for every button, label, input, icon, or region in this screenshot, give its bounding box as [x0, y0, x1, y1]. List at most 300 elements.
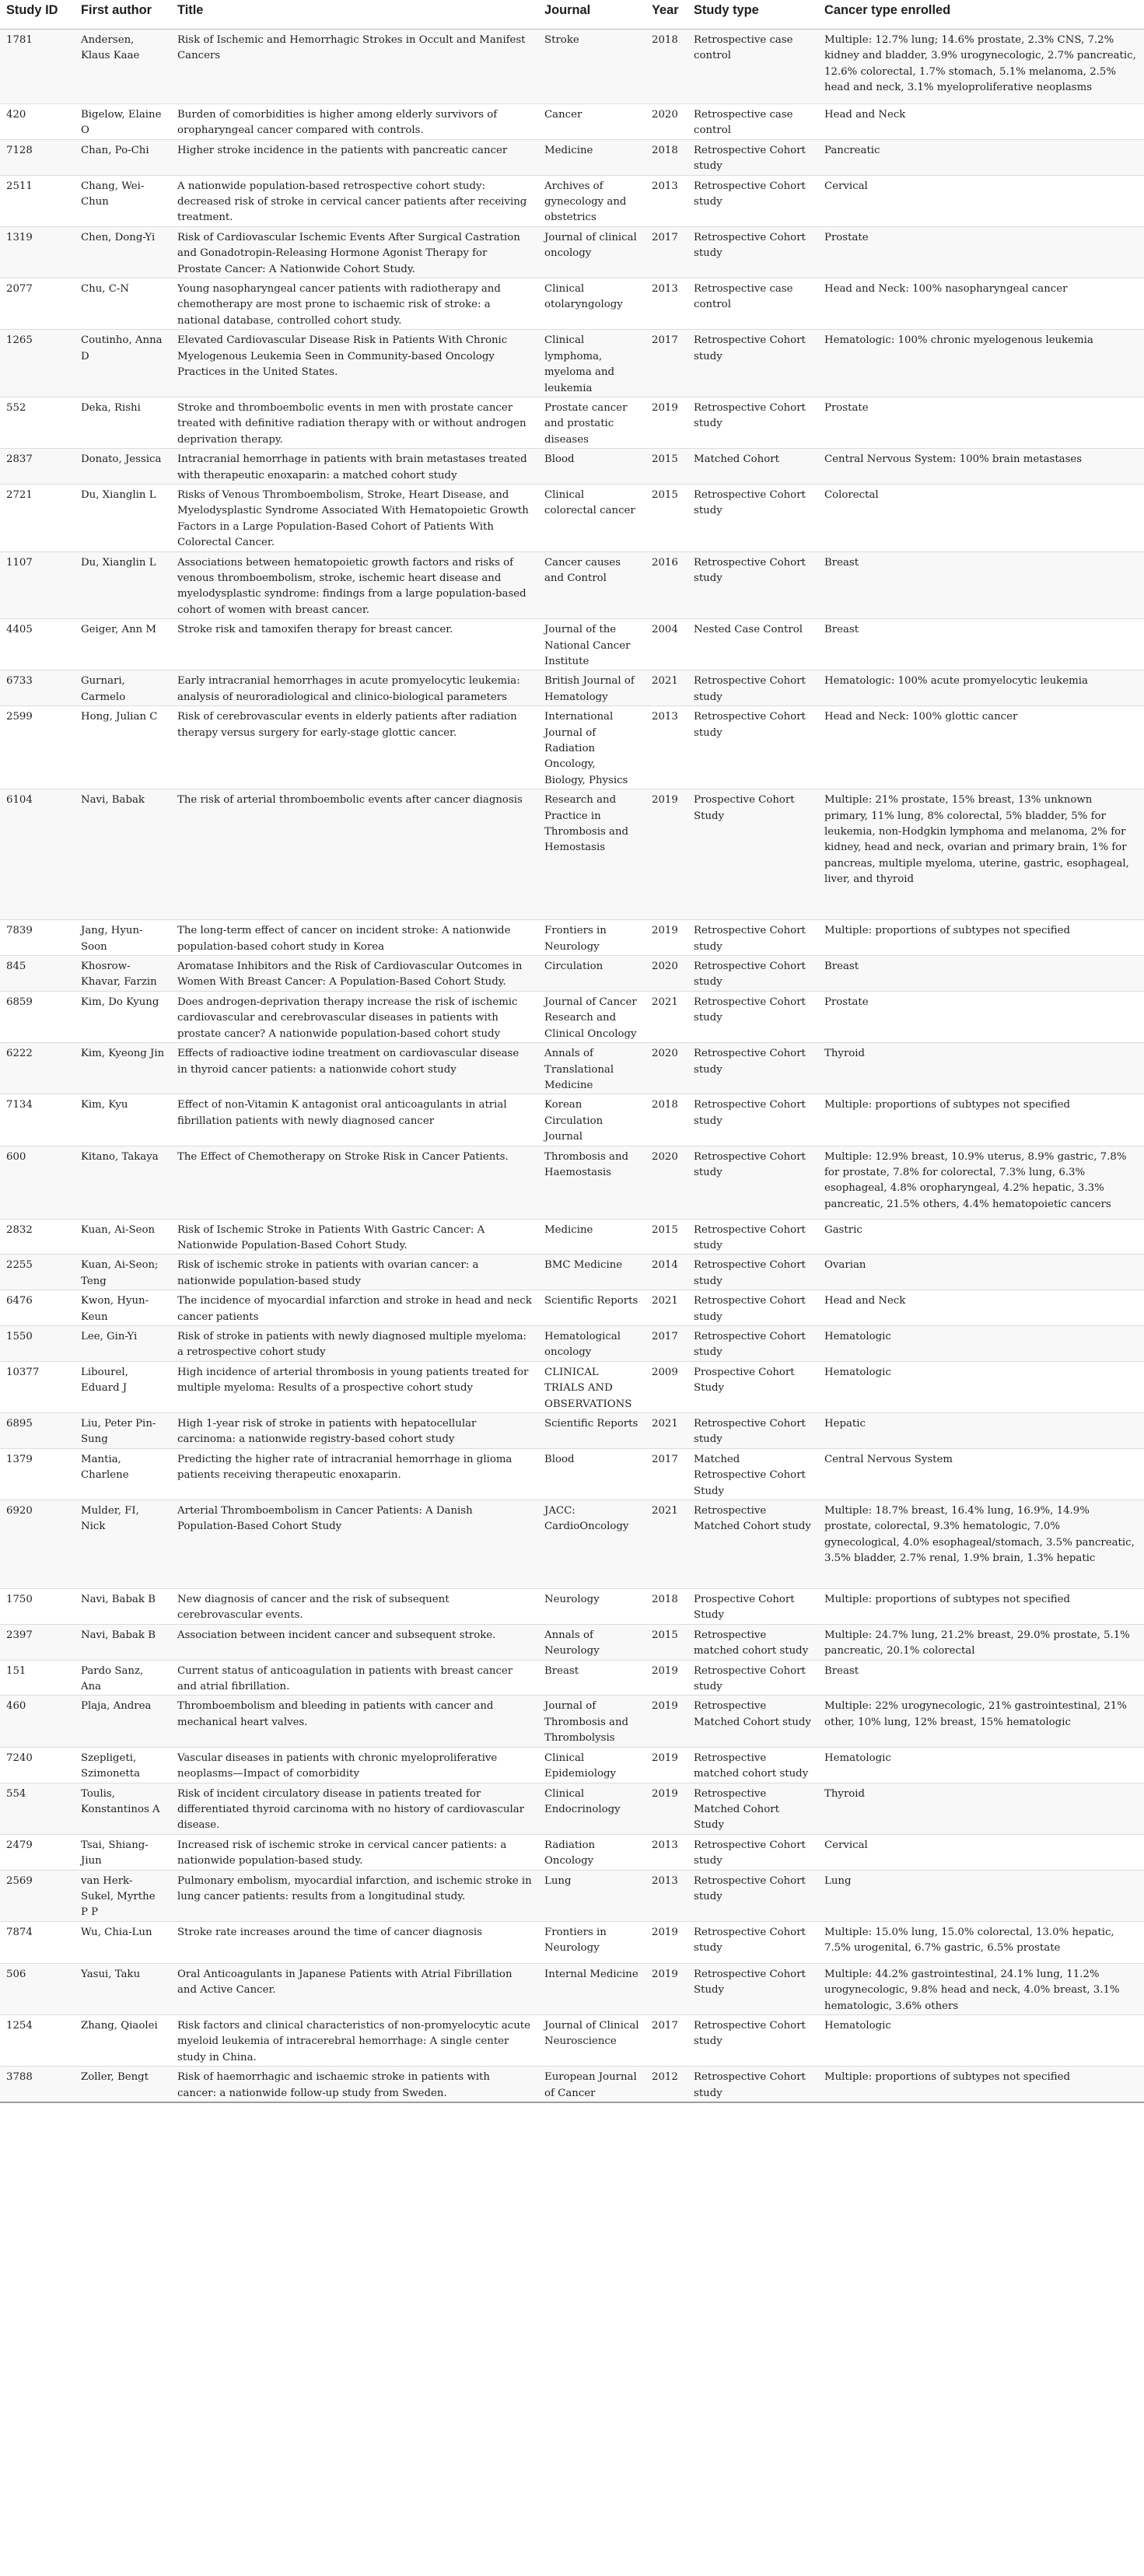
journal-cell: Frontiers in Neurology — [544, 925, 607, 953]
table-row — [0, 1660, 1144, 1696]
table-row — [0, 1361, 1144, 1412]
year-cell: 2017 — [645, 226, 687, 278]
first-author-cell: Kuan, Ai-Seon; Teng — [75, 1255, 171, 1290]
cancer-type-cell: Multiple: proportions of subtypes not specified — [818, 2067, 1144, 2102]
study-id-cell: 1550 — [0, 1325, 75, 1361]
study-type-cell: Retrospective Cohort study — [687, 1325, 818, 1361]
study-id-cell: 4405 — [6, 624, 33, 636]
study-type-cell: Retrospective Cohort study — [694, 488, 806, 517]
study-id-cell: 6476 — [6, 1295, 33, 1307]
journal-cell: Journal of Cancer Research and Clinical Oncology — [544, 996, 637, 1040]
year-cell: 2015 — [645, 1624, 687, 1660]
first-author-cell: Navi, Babak B — [81, 1594, 156, 1606]
table-row — [0, 706, 1144, 789]
study-id-cell: 1781 — [0, 30, 75, 104]
journal-cell: Clinical Endocrinology — [538, 1783, 645, 1834]
year-cell: 2017 — [652, 1453, 678, 1465]
title-cell: Risk of Ischemic Stroke in Patients With Gastric Cancer: A Nationwide Population-Based Cohort Study. — [177, 1223, 485, 1251]
first-author-cell: Mulder, FI, Nick — [75, 1500, 171, 1589]
study-type-cell: Retrospective Cohort study — [687, 2067, 818, 2102]
journal-cell: Radiation Oncology — [544, 1839, 596, 1867]
title-cell: Stroke risk and tamoxifen therapy for breast cancer. — [177, 624, 453, 636]
title-cell: Arterial Thromboembolism in Cancer Patients: A Danish Population-Based Cohort Study — [171, 1500, 538, 1589]
cancer-type-cell: Hematologic — [824, 2019, 891, 2032]
cancer-type-cell: Breast — [824, 624, 859, 636]
title-cell: Risk of Ischemic and Hemorrhagic Strokes in Occult and Manifest Cancers — [171, 30, 538, 104]
table-row — [0, 789, 1144, 920]
journal-cell: Cancer causes and Control — [538, 551, 645, 619]
year-cell: 2017 — [652, 2019, 678, 2032]
cancer-type-cell: Multiple: 44.2% gastrointestinal, 24.1% lung, 11.2% urogynecologic, 9.8% head and neck, 4.0% breast, 3.1% hematologic, 3.6% others — [818, 1963, 1144, 2014]
title-cell: Risk of stroke in patients with newly diagnosed multiple myeloma: a retrospective cohort study — [171, 1325, 538, 1361]
study-type-cell: Retrospective Cohort study — [694, 1223, 806, 1251]
year-cell: 2004 — [652, 624, 678, 636]
study-type-cell: Retrospective Matched Cohort Study — [687, 1783, 818, 1834]
table-row — [0, 175, 1144, 226]
year-cell: 2019 — [645, 1783, 687, 1834]
header-study-id: Study ID — [0, 0, 75, 30]
journal-cell: Blood — [538, 449, 645, 485]
first-author-cell: Plaja, Andrea — [75, 1696, 171, 1747]
first-author-cell: Gurnari, Carmelo — [75, 670, 171, 706]
journal-cell: Stroke — [538, 30, 645, 104]
first-author-cell: Zhang, Qiaolei — [81, 2019, 158, 2032]
title-cell: Risk of ischemic stroke in patients with ovarian cancer: a nationwide population-based study — [171, 1255, 538, 1290]
cancer-type-cell: Multiple: 22% urogynecologic, 21% gastrointestinal, 21% other, 10% lung, 12% breast, 15% hematologic — [818, 1696, 1144, 1747]
first-author-cell: Kuan, Ai-Seon — [81, 1223, 156, 1236]
title-cell: High 1-year risk of stroke in patients with hepatocellular carcinoma: a nationwide registry-based cohort study — [171, 1413, 538, 1449]
cancer-type-cell: Head and Neck: 100% glottic cancer — [824, 711, 1018, 723]
year-cell: 2013 — [652, 1839, 678, 1851]
cancer-type-cell: Prostate — [818, 226, 1144, 278]
journal-cell: CLINICAL TRIALS AND OBSERVATIONS — [544, 1366, 632, 1410]
study-id-cell: 2397 — [0, 1624, 75, 1660]
first-author-cell: Andersen, Klaus Kaae — [75, 30, 171, 104]
journal-cell: European Journal of Cancer — [538, 2067, 645, 2102]
year-cell: 2020 — [645, 956, 687, 992]
table-row — [0, 2067, 1144, 2102]
study-id-cell: 7839 — [6, 925, 33, 937]
first-author-cell: Kim, Kyu — [81, 1099, 128, 1111]
study-type-cell: Retrospective Cohort study — [694, 180, 806, 208]
first-author-cell: Navi, Babak — [75, 789, 171, 920]
study-id-cell: 420 — [6, 109, 26, 121]
table-row — [0, 2014, 1144, 2066]
year-cell: 2016 — [645, 551, 687, 619]
journal-cell: Blood — [544, 1453, 575, 1465]
study-type-cell: Matched Retrospective Cohort Study — [694, 1453, 806, 1497]
study-id-cell: 554 — [0, 1783, 75, 1834]
year-cell: 2012 — [645, 2067, 687, 2102]
study-type-cell: Retrospective Cohort study — [694, 2019, 806, 2048]
title-cell: Current status of anticoagulation in patients with breast cancer and atrial fibrillation. — [177, 1664, 513, 1693]
year-cell: 2019 — [645, 1696, 687, 1747]
year-cell: 2020 — [652, 109, 678, 121]
journal-cell: Korean Circulation Journal — [544, 1099, 603, 1143]
study-id-cell: 506 — [0, 1963, 75, 2014]
study-id-cell: 552 — [6, 401, 26, 414]
table-row — [0, 1747, 1144, 1783]
journal-cell: Medicine — [544, 1223, 593, 1236]
cancer-type-cell: Cervical — [824, 180, 868, 192]
journal-cell: Hematological oncology — [538, 1325, 645, 1361]
first-author-cell: Hong, Julian C — [81, 711, 158, 723]
cancer-type-cell: Multiple: proportions of subtypes not specified — [824, 1594, 1070, 1606]
first-author-cell: Toulis, Konstantinos A — [75, 1783, 171, 1834]
study-id-cell: 1107 — [0, 551, 75, 619]
table-row — [0, 278, 1144, 330]
first-author-cell: Khosrow-Khavar, Farzin — [75, 956, 171, 992]
table-row — [0, 1589, 1144, 1625]
table-row — [0, 104, 1144, 140]
title-cell: Higher stroke incidence in the patients with pancreatic cancer — [171, 139, 538, 175]
first-author-cell: Navi, Babak B — [75, 1624, 171, 1660]
cancer-type-cell: Hematologic — [824, 1752, 891, 1764]
year-cell: 2013 — [652, 180, 678, 192]
year-cell: 2013 — [645, 1870, 687, 1921]
title-cell: The risk of arterial thromboembolic events after cancer diagnosis — [171, 789, 538, 920]
first-author-cell: Mantia, Charlene — [81, 1453, 129, 1482]
year-cell: 2019 — [652, 1752, 678, 1764]
table-row — [0, 1921, 1144, 1963]
title-cell: Effects of radioactive iodine treatment on cardiovascular disease in thyroid cancer patients: a nationwide cohort study — [171, 1043, 538, 1094]
cancer-type-cell: Head and Neck — [824, 1295, 906, 1307]
journal-cell: Scientific Reports — [538, 1413, 645, 1449]
table-row — [0, 1325, 1144, 1361]
cancer-type-cell: Hematologic: 100% acute promyelocytic leukemia — [818, 670, 1144, 706]
study-type-cell: Retrospective Cohort study — [694, 1664, 806, 1693]
cancer-type-cell: Multiple: 12.9% breast, 10.9% uterus, 8.9% gastric, 7.8% for prostate, 7.8% for colorectal, 7.3% lung, 6.3% esophageal, 4.8% oropharyngeal, 4.2% hepatic, 3.3% pancreatic, 21.5% others, 4.4% hematopoietic cancers — [818, 1146, 1144, 1219]
year-cell: 2020 — [645, 1146, 687, 1219]
table-row — [0, 920, 1144, 956]
study-id-cell: 1265 — [0, 330, 75, 397]
study-type-cell: Retrospective Matched Cohort study — [687, 1500, 818, 1589]
table-row — [0, 330, 1144, 397]
study-id-cell: 7874 — [6, 1926, 33, 1938]
year-cell: 2019 — [645, 789, 687, 920]
first-author-cell: Deka, Rishi — [81, 401, 141, 414]
table-row — [0, 1696, 1144, 1747]
year-cell: 2021 — [652, 996, 678, 1008]
cancer-type-cell: Prostate — [824, 996, 869, 1008]
table-row — [0, 1219, 1144, 1255]
study-type-cell: Retrospective Cohort study — [694, 996, 806, 1024]
first-author-cell: Chang, Wei-Chun — [81, 180, 145, 208]
cancer-type-cell: Gastric — [824, 1223, 862, 1236]
study-type-cell: Prospective Cohort Study — [687, 789, 818, 920]
cancer-type-cell: Prostate — [824, 401, 869, 414]
study-id-cell: 1319 — [0, 226, 75, 278]
first-author-cell: Wu, Chia-Lun — [81, 1926, 152, 1938]
study-type-cell: Matched Cohort — [687, 449, 818, 485]
first-author-cell: Coutinho, Anna D — [75, 330, 171, 397]
cancer-type-cell: Lung — [818, 1870, 1144, 1921]
year-cell: 2018 — [645, 139, 687, 175]
first-author-cell: Donato, Jessica — [75, 449, 171, 485]
first-author-cell: Pardo Sanz, Ana — [81, 1664, 144, 1693]
first-author-cell: Kim, Do Kyung — [81, 996, 159, 1008]
cancer-type-cell: Multiple: 15.0% lung, 15.0% colorectal, 13.0% hepatic, 7.5% urogenital, 6.7% gastric, 6.5% prostate — [824, 1926, 1114, 1955]
study-type-cell: Retrospective Cohort study — [687, 1043, 818, 1094]
journal-cell: BMC Medicine — [538, 1255, 645, 1290]
year-cell: 2021 — [645, 1413, 687, 1449]
title-cell: A nationwide population-based retrospective cohort study: decreased risk of stroke in cervical cancer patients after receiving treatment. — [177, 180, 527, 224]
study-id-cell: 10377 — [6, 1366, 40, 1378]
first-author-cell: Tsai, Shiang-Jiun — [81, 1839, 149, 1867]
table-row — [0, 1043, 1144, 1094]
cancer-type-cell: Hematologic — [818, 1325, 1144, 1361]
study-id-cell: 2837 — [0, 449, 75, 485]
first-author-cell: van Herk-Sukel, Myrthe P P — [75, 1870, 171, 1921]
title-cell: Risk factors and clinical characteristics of non-promyelocytic acute myeloid leukemia of intracerebral hemorrhage: A single center study in China. — [177, 2019, 530, 2063]
year-cell: 2009 — [652, 1366, 678, 1378]
title-cell: Risk of haemorrhagic and ischaemic stroke in patients with cancer: a nationwide follow-up study from Sweden. — [171, 2067, 538, 2102]
journal-cell: Circulation — [538, 956, 645, 992]
journal-cell: Cancer — [544, 109, 582, 121]
table-row — [0, 1500, 1144, 1589]
first-author-cell: Szepligeti, Szimonetta — [81, 1752, 141, 1780]
table-body — [0, 30, 1144, 2103]
table-row — [0, 1290, 1144, 1326]
header-year: Year — [645, 0, 687, 30]
journal-cell: JACC: CardioOncology — [538, 1500, 645, 1589]
table-row — [0, 551, 1144, 619]
study-id-cell: 7240 — [6, 1752, 33, 1764]
journal-cell: Clinical Epidemiology — [544, 1752, 617, 1780]
year-cell: 2017 — [645, 330, 687, 397]
study-id-cell: 2077 — [6, 283, 33, 296]
year-cell: 2021 — [645, 670, 687, 706]
cancer-type-cell: Multiple: 18.7% breast, 16.4% lung, 16.9%, 14.9% prostate, colorectal, 9.3% hematologic, 7.0% gynecological, 4.0% esophageal/stomach, 3.5% pancreatic, 3.5% bladder, 2.7% renal, 1.9% brain, 1.3% hepatic — [818, 1500, 1144, 1589]
year-cell: 2021 — [645, 1500, 687, 1589]
title-cell: Burden of comorbidities is higher among elderly survivors of oropharyngeal cancer compared with controls. — [177, 109, 498, 137]
cancer-type-cell: Pancreatic — [818, 139, 1144, 175]
first-author-cell: Libourel, Eduard J — [81, 1366, 128, 1395]
study-type-cell: Retrospective Cohort study — [687, 551, 818, 619]
year-cell: 2019 — [652, 925, 678, 937]
study-id-cell: 1254 — [6, 2019, 33, 2032]
first-author-cell: Liu, Peter Pin-Sung — [75, 1413, 171, 1449]
header-study-type: Study type — [687, 0, 818, 30]
study-type-cell: Retrospective Matched Cohort study — [687, 1696, 818, 1747]
journal-cell: Lung — [538, 1870, 645, 1921]
year-cell: 2021 — [652, 1295, 678, 1307]
title-cell: Vascular diseases in patients with chronic myeloproliferative neoplasms—Impact of comorbidity — [177, 1752, 498, 1780]
table-row — [0, 1255, 1144, 1290]
journal-cell: Annals of Neurology — [538, 1624, 645, 1660]
table-row — [0, 1963, 1144, 2014]
study-id-cell: 6222 — [0, 1043, 75, 1094]
study-type-cell: Retrospective case control — [694, 109, 793, 137]
header-title: Title — [171, 0, 538, 30]
table-row — [0, 670, 1144, 706]
journal-cell: Journal of clinical oncology — [538, 226, 645, 278]
title-cell: New diagnosis of cancer and the risk of subsequent cerebrovascular events. — [177, 1594, 450, 1622]
first-author-cell: Kitano, Takaya — [75, 1146, 171, 1219]
journal-cell: Journal of Clinical Neuroscience — [544, 2019, 639, 2048]
table-row — [0, 1146, 1144, 1219]
title-cell: The incidence of myocardial infarction and stroke in head and neck cancer patients — [177, 1295, 532, 1323]
cancer-type-cell: Hematologic — [824, 1366, 891, 1378]
first-author-cell: Bigelow, Elaine O — [81, 109, 162, 137]
journal-cell: Clinical otolaryngology — [544, 283, 623, 311]
journal-cell: British Journal of Hematology — [538, 670, 645, 706]
title-cell: Association between incident cancer and subsequent stroke. — [171, 1624, 538, 1660]
first-author-cell: Chen, Dong-Yi — [75, 226, 171, 278]
journal-cell: Breast — [544, 1664, 579, 1677]
table-row — [0, 1448, 1144, 1500]
study-id-cell: 7128 — [0, 139, 75, 175]
table-row — [0, 139, 1144, 175]
title-cell: Increased risk of ischemic stroke in cervical cancer patients: a nationwide population-based study. — [177, 1839, 507, 1867]
title-cell: Risk of Cardiovascular Ischemic Events After Surgical Castration and Gonadotropin-Releasing Hormone Agonist Therapy for Prostate Cancer: A Nationwide Cohort Study. — [171, 226, 538, 278]
title-cell: Predicting the higher rate of intracranial hemorrhage in glioma patients receiving therapeutic enoxaparin. — [177, 1453, 513, 1482]
first-author-cell: Kim, Kyeong Jin — [75, 1043, 171, 1094]
table-row — [0, 226, 1144, 278]
cancer-type-cell: Hematologic: 100% chronic myelogenous leukemia — [818, 330, 1144, 397]
title-cell: Risks of Venous Thromboembolism, Stroke, Heart Disease, and Myelodysplastic Syndrome Associated With Hematopoietic Growth Factors in a Large Population-Based Cohort of Patients With Colorectal Cancer. — [177, 488, 529, 549]
cancer-type-cell: Breast — [824, 1664, 859, 1677]
title-cell: Pulmonary embolism, myocardial infarction, and ischemic stroke in lung cancer patients: results from a longitudinal study. — [171, 1870, 538, 1921]
journal-cell: Prostate cancer and prostatic diseases — [544, 401, 628, 446]
table-row — [0, 1624, 1144, 1660]
first-author-cell: Du, Xianglin L — [75, 551, 171, 619]
cancer-type-cell: Multiple: 24.7% lung, 21.2% breast, 29.0% prostate, 5.1% pancreatic, 20.1% colorectal — [818, 1624, 1144, 1660]
study-type-cell: Retrospective Cohort study — [687, 330, 818, 397]
year-cell: 2018 — [645, 30, 687, 104]
journal-cell: Journal of Thrombosis and Thrombolysis — [538, 1696, 645, 1747]
study-id-cell: 1379 — [6, 1453, 33, 1465]
journal-cell: Annals of Translational Medicine — [538, 1043, 645, 1094]
study-type-cell: Retrospective case control — [694, 283, 793, 311]
year-cell: 2013 — [652, 283, 678, 296]
first-author-cell: Geiger, Ann M — [81, 624, 157, 636]
journal-cell: Clinical lymphoma, myeloma and leukemia — [538, 330, 645, 397]
study-type-cell: Retrospective case control — [687, 30, 818, 104]
study-id-cell: 3788 — [0, 2067, 75, 2102]
study-type-cell: Retrospective Cohort study — [687, 226, 818, 278]
study-type-cell: Retrospective matched cohort study — [687, 1624, 818, 1660]
study-id-cell: 2255 — [0, 1255, 75, 1290]
study-type-cell: Retrospective Cohort study — [694, 401, 806, 430]
study-type-cell: Retrospective Cohort study — [687, 956, 818, 992]
year-cell: 2020 — [645, 1043, 687, 1094]
cancer-type-cell: Head and Neck — [824, 109, 906, 121]
study-type-cell: Prospective Cohort Study — [694, 1366, 795, 1395]
title-cell: Thromboembolism and bleeding in patients with cancer and mechanical heart valves. — [171, 1696, 538, 1747]
cancer-type-cell: Cervical — [824, 1839, 868, 1851]
first-author-cell: Chu, C-N — [81, 283, 130, 296]
cancer-type-cell: Central Nervous System: 100% brain metastases — [818, 449, 1144, 485]
year-cell: 2015 — [652, 488, 678, 501]
first-author-cell: Chan, Po-Chi — [75, 139, 171, 175]
study-type-cell: Retrospective Cohort study — [687, 1413, 818, 1449]
title-cell: Early intracranial hemorrhages in acute promyelocytic leukemia: analysis of neuroradiological and clinico-biological parameters — [171, 670, 538, 706]
study-id-cell: 845 — [0, 956, 75, 992]
table-row — [0, 1783, 1144, 1834]
year-cell: 2018 — [652, 1594, 678, 1606]
header-journal: Journal — [538, 0, 645, 30]
cancer-type-cell: Breast — [818, 956, 1144, 992]
study-type-cell: Retrospective Cohort study — [694, 925, 806, 953]
cancer-type-cell: Multiple: proportions of subtypes not specified — [824, 1099, 1070, 1111]
study-id-cell: 2511 — [6, 180, 33, 192]
study-type-cell: Retrospective Cohort study — [694, 1926, 806, 1955]
study-id-cell: 2832 — [6, 1223, 33, 1236]
table-row — [0, 956, 1144, 992]
title-cell: Stroke and thromboembolic events in men with prostate cancer treated with definitive radiation therapy with or without androgen deprivation therapy. — [177, 401, 527, 446]
first-author-cell: Yasui, Taku — [75, 1963, 171, 2014]
journal-cell: Frontiers in Neurology — [544, 1926, 607, 1955]
table-row — [0, 1834, 1144, 1870]
title-cell: The long-term effect of cancer on incident stroke: A nationwide population-based cohort study in Korea — [177, 925, 511, 953]
table-row — [0, 449, 1144, 485]
study-id-cell: 151 — [6, 1664, 26, 1677]
first-author-cell: Jang, Hyun-Soon — [81, 925, 143, 953]
study-id-cell: 2569 — [0, 1870, 75, 1921]
title-cell: Elevated Cardiovascular Disease Risk in Patients With Chronic Myelogenous Leukemia Seen in Community-based Oncology Practices in the United States. — [171, 330, 538, 397]
year-cell: 2019 — [645, 1963, 687, 2014]
study-id-cell: 6104 — [0, 789, 75, 920]
title-cell: Associations between hematopoietic growth factors and risks of venous thromboembolism, stroke, ischemic heart disease and myelodysplastic syndrome: findings from a large population-based cohort of women with breast cancer. — [171, 551, 538, 619]
year-cell: 2019 — [652, 401, 678, 414]
journal-cell: Internal Medicine — [538, 1963, 645, 2014]
title-cell: Risk of cerebrovascular events in elderly patients after radiation therapy versus surgery for early-stage glottic cancer. — [177, 711, 517, 739]
title-cell: High incidence of arterial thrombosis in young patients treated for multiple myeloma: Results of a prospective cohort study — [177, 1366, 529, 1395]
table-row — [0, 1094, 1144, 1146]
header-first-author: First author — [75, 0, 171, 30]
year-cell: 2019 — [652, 1926, 678, 1938]
table-row — [0, 1413, 1144, 1449]
journal-cell: International Journal of Radiation Oncology, Biology, Physics — [544, 711, 628, 786]
cancer-type-cell: Central Nervous System — [824, 1453, 953, 1465]
cancer-type-cell: Hepatic — [818, 1413, 1144, 1449]
journal-cell: Thrombosis and Haemostasis — [538, 1146, 645, 1219]
title-cell: Oral Anticoagulants in Japanese Patients with Atrial Fibrillation and Active Cancer. — [171, 1963, 538, 2014]
year-cell: 2019 — [652, 1664, 678, 1677]
header-cancer-type: Cancer type enrolled — [818, 0, 1144, 30]
journal-cell: Scientific Reports — [544, 1295, 638, 1307]
table-row — [0, 1870, 1144, 1921]
study-id-cell: 2479 — [6, 1839, 33, 1851]
year-cell: 2015 — [645, 449, 687, 485]
year-cell: 2017 — [645, 1325, 687, 1361]
cancer-type-cell: Multiple: 21% prostate, 15% breast, 13% unknown primary, 11% lung, 8% colorectal, 5% bladder, 5% for leukemia, non-Hodgkin lymphoma and melanoma, 2% for kidney, head and neck, ovarian and primary brain, 1% for pancreas, multiple myeloma, uterine, gastric, esophageal, liver, and thyroid — [818, 789, 1144, 920]
study-id-cell: 7134 — [6, 1099, 33, 1111]
study-id-cell: 2599 — [6, 711, 33, 723]
cancer-type-cell: Multiple: proportions of subtypes not specified — [824, 925, 1070, 937]
cancer-type-cell: Thyroid — [818, 1783, 1144, 1834]
study-type-cell: Retrospective Cohort Study — [687, 1963, 818, 2014]
year-cell: 2014 — [645, 1255, 687, 1290]
study-type-cell: Retrospective Cohort study — [687, 1255, 818, 1290]
study-type-cell: Retrospective Cohort study — [687, 1870, 818, 1921]
study-id-cell: 6859 — [6, 996, 33, 1008]
cancer-type-cell: Colorectal — [824, 488, 879, 501]
title-cell: Stroke rate increases around the time of cancer diagnosis — [177, 1926, 482, 1938]
title-cell: Young nasopharyngeal cancer patients with radiotherapy and chemotherapy are most prone to ischaemic risk of stroke: a national database, controlled cohort study. — [177, 283, 501, 327]
cancer-type-cell: Thyroid — [818, 1043, 1144, 1094]
table-row — [0, 397, 1144, 448]
study-id-cell: 600 — [0, 1146, 75, 1219]
study-id-cell: 460 — [0, 1696, 75, 1747]
title-cell: Aromatase Inhibitors and the Risk of Cardiovascular Outcomes in Women With Breast Cancer: A Population-Based Cohort Study. — [171, 956, 538, 992]
study-type-cell: Retrospective Cohort study — [694, 1295, 806, 1323]
study-type-cell: Nested Case Control — [694, 624, 803, 636]
year-cell: 2015 — [652, 1223, 678, 1236]
first-author-cell: Kwon, Hyun-Keun — [81, 1295, 149, 1323]
cancer-type-cell: Breast — [818, 551, 1144, 619]
